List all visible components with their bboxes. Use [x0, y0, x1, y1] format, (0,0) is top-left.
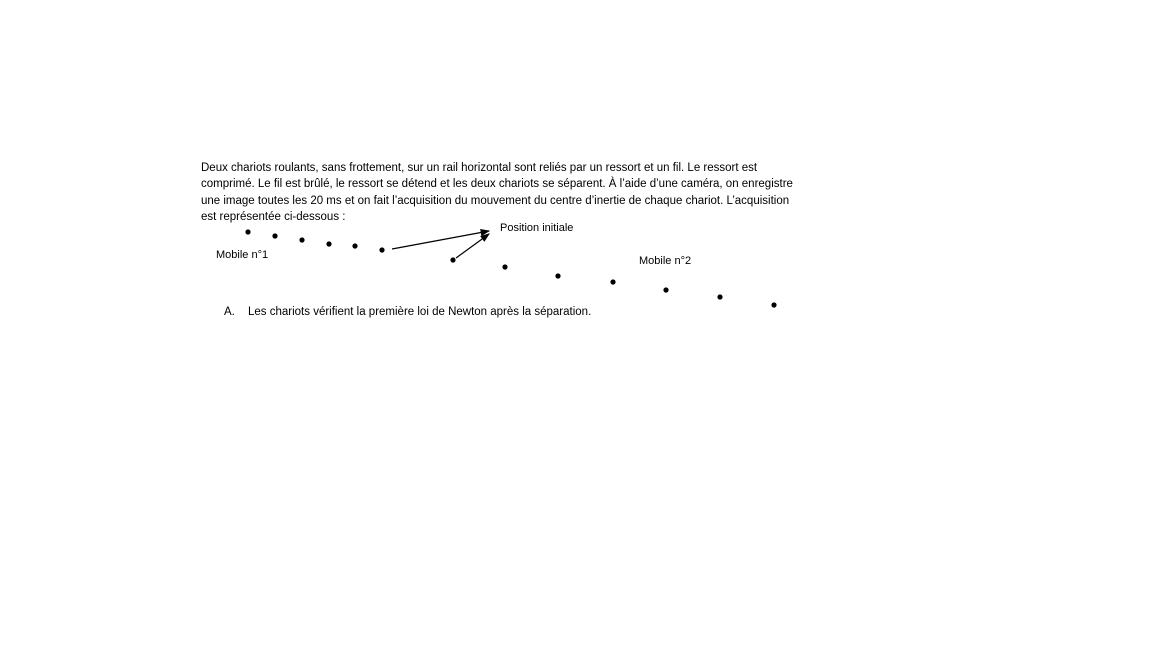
label-initial-position: Position initiale — [500, 222, 574, 234]
question-text: Les chariots vérifient la première loi de Newton après la séparation. — [248, 306, 592, 318]
paragraph-line: Deux chariots roulants, sans frottement, sur un rail horizontal sont reliés par un ressort et un fil. Le ressort est — [201, 162, 758, 174]
mobile1-point — [272, 233, 277, 238]
mobile1-point — [326, 241, 331, 246]
label-mobile-1: Mobile n°1 — [216, 249, 269, 261]
mobile2-point — [502, 264, 507, 269]
paragraph-line: est représentée ci-dessous : — [201, 210, 346, 223]
mobile2-point — [771, 302, 776, 307]
mobile2-point — [717, 294, 722, 299]
mobile1-point — [379, 247, 384, 252]
mobile1-point — [245, 229, 250, 234]
question-item-a — [224, 306, 591, 318]
mobile1-point — [299, 237, 304, 242]
label-mobile-2: Mobile n°2 — [639, 255, 692, 267]
mobile2-point — [663, 287, 668, 292]
mobile2-point — [555, 273, 560, 278]
mobile2-point — [610, 279, 615, 284]
paragraph-line: comprimé. Le fil est brûlé, le ressort se détend et les deux chariots se séparent. À l’aide d’une caméra, on enregistre — [201, 178, 793, 191]
question-letter: A. — [224, 306, 235, 318]
mobile2-point — [450, 257, 455, 262]
arrow-initial-mobile2 — [456, 234, 489, 258]
paragraph-line: une image toutes les 20 ms et on fait l’acquisition du mouvement du centre d’inertie de chaque chariot. L’acquisition — [201, 194, 790, 207]
mobile1-point — [352, 243, 357, 248]
arrow-initial-mobile1 — [392, 231, 489, 249]
